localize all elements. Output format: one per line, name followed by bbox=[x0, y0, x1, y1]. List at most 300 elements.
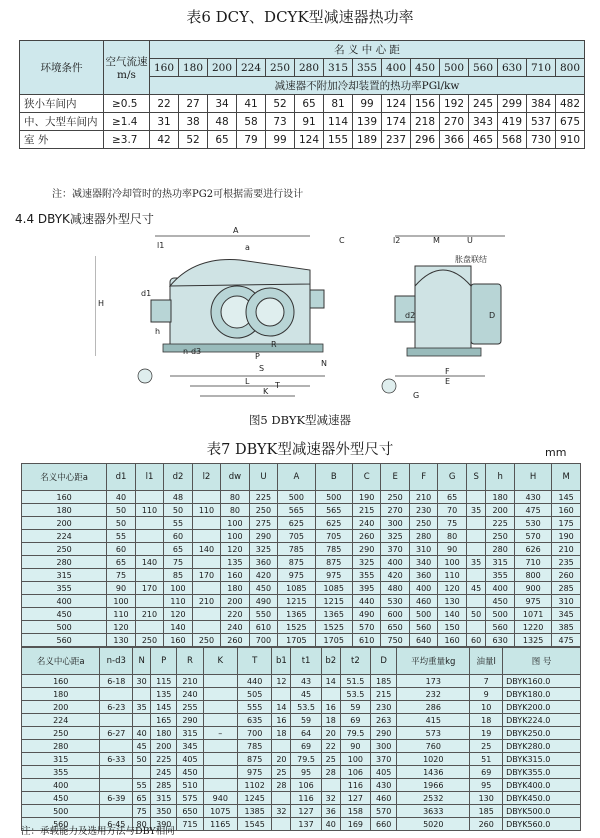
table-cell: 200 bbox=[221, 595, 249, 608]
table-cell: 137 bbox=[291, 818, 321, 831]
power-cell: 139 bbox=[353, 113, 382, 131]
center-distance: 400 bbox=[382, 59, 411, 77]
table-cell: 35 bbox=[133, 701, 151, 714]
power-cell: 48 bbox=[208, 113, 237, 131]
table-row bbox=[22, 740, 581, 753]
table-row bbox=[22, 582, 581, 595]
table-cell: 6-33 bbox=[100, 753, 133, 766]
table-cell: 610 bbox=[352, 634, 380, 647]
table-cell: 286 bbox=[397, 701, 470, 714]
power-cell: 245 bbox=[469, 95, 498, 113]
table-cell: 440 bbox=[237, 675, 271, 688]
table-row bbox=[20, 131, 585, 149]
dimension-table-part2 bbox=[21, 647, 581, 831]
table-cell bbox=[135, 491, 163, 504]
reducer-drawing bbox=[95, 226, 515, 412]
power-cell: 65 bbox=[208, 131, 237, 149]
power-cell: 22 bbox=[150, 95, 179, 113]
power-cell: 52 bbox=[266, 95, 295, 113]
table-cell: 135 bbox=[221, 556, 249, 569]
drawing-number: DBYK160.0 bbox=[503, 675, 581, 688]
table-cell: 20 bbox=[321, 727, 340, 740]
drawing-number: DBYK200.0 bbox=[503, 701, 581, 714]
table-cell bbox=[203, 779, 237, 792]
table-cell: 90 bbox=[438, 543, 466, 556]
table-cell bbox=[135, 595, 163, 608]
table-cell: 55 bbox=[164, 517, 192, 530]
dimension-label: R bbox=[271, 340, 277, 349]
column-header: 图 号 bbox=[503, 648, 581, 675]
table-cell: 14 bbox=[272, 701, 291, 714]
drawing-number: DBYK315.0 bbox=[503, 753, 581, 766]
table-cell: 1085 bbox=[315, 582, 352, 595]
table-cell: 325 bbox=[381, 530, 409, 543]
table-cell: 110 bbox=[107, 608, 135, 621]
table-cell: 160 bbox=[221, 569, 249, 582]
table-row bbox=[22, 621, 581, 634]
table-cell bbox=[466, 543, 486, 556]
column-header: E bbox=[381, 464, 409, 491]
thermal-power-table bbox=[19, 40, 585, 149]
table-cell: 640 bbox=[409, 634, 437, 647]
table-cell: 6-18 bbox=[100, 675, 133, 688]
table-row bbox=[22, 491, 581, 504]
dimension-label: l1 bbox=[157, 241, 165, 250]
table-cell: 55 bbox=[107, 530, 135, 543]
table-cell: 570 bbox=[514, 530, 551, 543]
table-cell: 40 bbox=[321, 818, 340, 831]
table-cell: 705 bbox=[278, 530, 315, 543]
table-cell: 400 bbox=[381, 556, 409, 569]
column-header: h bbox=[486, 464, 514, 491]
table-cell: 500 bbox=[486, 608, 514, 621]
table-cell: 240 bbox=[177, 688, 203, 701]
table-cell: 550 bbox=[249, 608, 277, 621]
table-cell bbox=[272, 792, 291, 805]
table-cell bbox=[466, 595, 486, 608]
table-row bbox=[22, 701, 581, 714]
power-cell: 675 bbox=[556, 113, 585, 131]
table-cell: 120 bbox=[107, 621, 135, 634]
table-cell: 560 bbox=[22, 634, 107, 647]
table-cell: 220 bbox=[221, 608, 249, 621]
drawing-number: DBYK560.0 bbox=[503, 818, 581, 831]
dimension-label: C bbox=[339, 236, 345, 245]
table-cell: 85 bbox=[164, 569, 192, 582]
coupling-label: 胀盘联结 bbox=[455, 255, 487, 264]
power-cell: 465 bbox=[469, 131, 498, 149]
power-cell: 65 bbox=[295, 95, 324, 113]
table-cell: 1365 bbox=[315, 608, 352, 621]
power-cell: 124 bbox=[295, 131, 324, 149]
center-distance: 710 bbox=[527, 59, 556, 77]
table-cell: 210 bbox=[135, 608, 163, 621]
column-header: S bbox=[466, 464, 486, 491]
drawing-number: DBYK250.0 bbox=[503, 727, 581, 740]
table-cell: 260 bbox=[352, 530, 380, 543]
table-cell: 150 bbox=[438, 621, 466, 634]
table-cell: 100 bbox=[221, 530, 249, 543]
table-cell: 1220 bbox=[514, 621, 551, 634]
table-cell: 975 bbox=[315, 569, 352, 582]
power-cell: 114 bbox=[324, 113, 353, 131]
center-distance: 180 bbox=[179, 59, 208, 77]
table-cell: 215 bbox=[371, 688, 397, 701]
table-cell: 400 bbox=[409, 582, 437, 595]
table-cell: 1085 bbox=[278, 582, 315, 595]
power-cell: 366 bbox=[440, 131, 469, 149]
table-cell: 79.5 bbox=[291, 753, 321, 766]
table-cell: 360 bbox=[409, 569, 437, 582]
table-cell: 1245 bbox=[237, 792, 271, 805]
table-cell: 325 bbox=[352, 556, 380, 569]
table-cell: 50 bbox=[466, 608, 486, 621]
table-cell: 145 bbox=[151, 701, 177, 714]
center-distance: 250 bbox=[266, 59, 295, 77]
table-cell: 290 bbox=[352, 543, 380, 556]
column-header: b2 bbox=[321, 648, 340, 675]
table-cell: 600 bbox=[381, 608, 409, 621]
table-cell: 130 bbox=[438, 595, 466, 608]
center-distance: 630 bbox=[498, 59, 527, 77]
table-cell: 280 bbox=[409, 530, 437, 543]
table-cell: 18 bbox=[470, 714, 503, 727]
table-cell bbox=[133, 714, 151, 727]
table-cell bbox=[100, 714, 133, 727]
table-cell: 475 bbox=[552, 634, 581, 647]
table-cell bbox=[203, 714, 237, 727]
table-cell: 75 bbox=[133, 805, 151, 818]
table-cell: 48 bbox=[164, 491, 192, 504]
dimension-label: K bbox=[263, 387, 269, 396]
table-cell: 100 bbox=[107, 595, 135, 608]
table-cell: 1436 bbox=[397, 766, 470, 779]
power-cell: 34 bbox=[208, 95, 237, 113]
table-cell bbox=[100, 688, 133, 701]
power-cell: 174 bbox=[382, 113, 411, 131]
table-cell: 65 bbox=[164, 543, 192, 556]
table-cell: 1365 bbox=[278, 608, 315, 621]
table-cell: 315 bbox=[22, 569, 107, 582]
power-cell: 419 bbox=[498, 113, 527, 131]
table-cell: 390 bbox=[151, 818, 177, 831]
table-cell: 160 bbox=[22, 491, 107, 504]
table-cell: 650 bbox=[381, 621, 409, 634]
table-cell: 785 bbox=[237, 740, 271, 753]
table-cell: 30 bbox=[133, 675, 151, 688]
table-cell: 1075 bbox=[203, 805, 237, 818]
table-cell bbox=[272, 688, 291, 701]
table-cell bbox=[272, 740, 291, 753]
table-cell bbox=[466, 569, 486, 582]
table-cell: 6-45 bbox=[100, 818, 133, 831]
table-cell: 500 bbox=[409, 608, 437, 621]
table-cell: 50 bbox=[107, 517, 135, 530]
table-cell: 64 bbox=[291, 727, 321, 740]
table-cell: 565 bbox=[315, 504, 352, 517]
table-cell: 100 bbox=[340, 753, 370, 766]
table-cell: 325 bbox=[249, 543, 277, 556]
power-cell: 192 bbox=[440, 95, 469, 113]
power-cell: 155 bbox=[324, 131, 353, 149]
table-cell: 200 bbox=[22, 701, 100, 714]
table7-unit: mm bbox=[545, 446, 567, 459]
table-cell: 490 bbox=[352, 608, 380, 621]
power-cell: 58 bbox=[237, 113, 266, 131]
table-cell: 500 bbox=[278, 491, 315, 504]
power-cell: 81 bbox=[324, 95, 353, 113]
table-cell: 2532 bbox=[397, 792, 470, 805]
table-cell: 69 bbox=[470, 766, 503, 779]
center-distance: 800 bbox=[556, 59, 585, 77]
center-distance-header: 名 义 中 心 距 bbox=[150, 41, 585, 59]
table-cell: 90 bbox=[340, 740, 370, 753]
table-cell: 230 bbox=[409, 504, 437, 517]
table-cell: 130 bbox=[470, 792, 503, 805]
table-cell: 560 bbox=[22, 818, 100, 831]
table-cell: 169 bbox=[340, 818, 370, 831]
table-cell: 290 bbox=[177, 714, 203, 727]
table-cell: 79.5 bbox=[340, 727, 370, 740]
column-header: K bbox=[203, 648, 237, 675]
table-cell: 116 bbox=[291, 792, 321, 805]
table-cell: 625 bbox=[315, 517, 352, 530]
table-cell: 355 bbox=[486, 569, 514, 582]
center-distance: 560 bbox=[469, 59, 498, 77]
power-cell: 91 bbox=[295, 113, 324, 131]
table-cell: 6-39 bbox=[100, 792, 133, 805]
table-cell: 875 bbox=[237, 753, 271, 766]
power-cell: 189 bbox=[353, 131, 382, 149]
table-cell: 415 bbox=[397, 714, 470, 727]
table-cell: 530 bbox=[514, 517, 551, 530]
table-cell: 280 bbox=[486, 543, 514, 556]
airflow-cell: ≥1.4 bbox=[103, 113, 149, 131]
table-cell: 250 bbox=[22, 727, 100, 740]
table-cell: 232 bbox=[397, 688, 470, 701]
center-distance: 355 bbox=[353, 59, 382, 77]
table-cell: 14 bbox=[321, 675, 340, 688]
table-row bbox=[22, 569, 581, 582]
table-cell bbox=[192, 556, 220, 569]
table-cell: 1020 bbox=[397, 753, 470, 766]
table-cell: 570 bbox=[352, 621, 380, 634]
dimension-label: L bbox=[245, 377, 250, 386]
table-cell: 25 bbox=[321, 753, 340, 766]
power-cell: 296 bbox=[411, 131, 440, 149]
column-header: B bbox=[315, 464, 352, 491]
table-row bbox=[22, 675, 581, 688]
table-cell bbox=[466, 530, 486, 543]
dimension-label: H bbox=[98, 299, 105, 308]
dimension-label: T bbox=[275, 381, 280, 390]
table-cell: 45 bbox=[466, 582, 486, 595]
table-cell: 200 bbox=[22, 517, 107, 530]
table-cell: 1071 bbox=[514, 608, 551, 621]
table-cell: 480 bbox=[381, 582, 409, 595]
table-cell: 224 bbox=[22, 714, 100, 727]
table-cell: 6-23 bbox=[100, 701, 133, 714]
table-cell bbox=[203, 740, 237, 753]
table-cell: 40 bbox=[107, 491, 135, 504]
table-cell: 710 bbox=[514, 556, 551, 569]
table-cell: 310 bbox=[552, 595, 581, 608]
table-cell: 65 bbox=[438, 491, 466, 504]
table-cell: 215 bbox=[352, 504, 380, 517]
table-cell bbox=[321, 779, 340, 792]
dimension-label: N bbox=[321, 359, 327, 368]
column-header: l1 bbox=[135, 464, 163, 491]
table-cell: 25 bbox=[470, 740, 503, 753]
column-header: 名义中心距a bbox=[22, 464, 107, 491]
column-header: n-d3 bbox=[100, 648, 133, 675]
table-cell: 345 bbox=[552, 608, 581, 621]
table-cell bbox=[192, 608, 220, 621]
table-row bbox=[22, 634, 581, 647]
table-cell: 160 bbox=[164, 634, 192, 647]
table-cell: 300 bbox=[371, 740, 397, 753]
column-header: l2 bbox=[192, 464, 220, 491]
table-cell: 405 bbox=[177, 753, 203, 766]
power-cell: 41 bbox=[237, 95, 266, 113]
table-row bbox=[22, 504, 581, 517]
table-cell: 900 bbox=[514, 582, 551, 595]
table-cell bbox=[135, 530, 163, 543]
table-cell: 230 bbox=[371, 701, 397, 714]
table-cell: 1545 bbox=[237, 818, 271, 831]
table-cell: 570 bbox=[371, 805, 397, 818]
table-cell: 100 bbox=[221, 517, 249, 530]
center-distance: 200 bbox=[208, 59, 237, 77]
table-cell: 345 bbox=[177, 740, 203, 753]
power-cell: 99 bbox=[353, 95, 382, 113]
table-cell: 285 bbox=[151, 779, 177, 792]
table-cell: 1966 bbox=[397, 779, 470, 792]
power-cell: 124 bbox=[382, 95, 411, 113]
power-cell: 31 bbox=[150, 113, 179, 131]
table-cell bbox=[135, 517, 163, 530]
column-header: C bbox=[352, 464, 380, 491]
table-cell: 1165 bbox=[203, 818, 237, 831]
table-cell bbox=[203, 688, 237, 701]
column-header: 油量l bbox=[470, 648, 503, 675]
table-cell: 60 bbox=[107, 543, 135, 556]
table-cell: 510 bbox=[177, 779, 203, 792]
table-cell: 500 bbox=[315, 491, 352, 504]
power-cell: 38 bbox=[179, 113, 208, 131]
table-cell: 210 bbox=[192, 595, 220, 608]
table-cell: 260 bbox=[221, 634, 249, 647]
table-cell: 370 bbox=[371, 753, 397, 766]
table-cell: 32 bbox=[272, 805, 291, 818]
power-cell: 42 bbox=[150, 131, 179, 149]
drawing-number: DBYK500.0 bbox=[503, 805, 581, 818]
table-row bbox=[22, 556, 581, 569]
table-cell: 355 bbox=[22, 766, 100, 779]
table-cell: 280 bbox=[22, 740, 100, 753]
table-cell bbox=[466, 491, 486, 504]
table-cell: 190 bbox=[552, 530, 581, 543]
power-cell: 237 bbox=[382, 131, 411, 149]
table-cell: 700 bbox=[249, 634, 277, 647]
center-distance: 450 bbox=[411, 59, 440, 77]
table-cell: 460 bbox=[409, 595, 437, 608]
dimension-label: S bbox=[259, 364, 265, 373]
table-cell: 340 bbox=[409, 556, 437, 569]
table-cell: 560 bbox=[409, 621, 437, 634]
table-cell bbox=[203, 701, 237, 714]
table-cell bbox=[100, 779, 133, 792]
table-cell: 280 bbox=[22, 556, 107, 569]
table-cell: 460 bbox=[371, 792, 397, 805]
table-cell: 35 bbox=[466, 556, 486, 569]
dimension-label: D bbox=[489, 311, 496, 320]
table-row bbox=[22, 779, 581, 792]
front-view bbox=[95, 236, 325, 396]
table-cell bbox=[135, 621, 163, 634]
table-cell: 500 bbox=[22, 621, 107, 634]
power-cell: 537 bbox=[527, 113, 556, 131]
table-cell: 1385 bbox=[237, 805, 271, 818]
table-cell: 51 bbox=[470, 753, 503, 766]
table-cell: 255 bbox=[177, 701, 203, 714]
dimension-label: l2 bbox=[393, 236, 401, 245]
table-cell: 250 bbox=[249, 504, 277, 517]
table-cell: 1325 bbox=[514, 634, 551, 647]
table-cell: 315 bbox=[22, 753, 100, 766]
table-cell: 875 bbox=[315, 556, 352, 569]
table-cell: 170 bbox=[192, 569, 220, 582]
dimension-label: P bbox=[255, 352, 260, 361]
dimension-label: G bbox=[413, 391, 420, 400]
table-cell: 110 bbox=[164, 595, 192, 608]
table-cell: 490 bbox=[249, 595, 277, 608]
table-cell bbox=[466, 517, 486, 530]
table-cell: 80 bbox=[221, 504, 249, 517]
table6-title: 表6 DCY、DCYK型减速器热功率 bbox=[186, 8, 414, 26]
table-cell bbox=[100, 766, 133, 779]
table-cell: 90 bbox=[107, 582, 135, 595]
table-cell: 16 bbox=[321, 701, 340, 714]
table-row bbox=[22, 805, 581, 818]
table-row bbox=[22, 543, 581, 556]
table-cell: 450 bbox=[177, 766, 203, 779]
table-cell: 250 bbox=[135, 634, 163, 647]
table-cell: 12 bbox=[272, 675, 291, 688]
table-cell: 180 bbox=[22, 688, 100, 701]
column-header: N bbox=[133, 648, 151, 675]
table-cell: 120 bbox=[438, 582, 466, 595]
table-cell: 875 bbox=[278, 556, 315, 569]
table-cell: 560 bbox=[486, 621, 514, 634]
table-cell: 53.5 bbox=[340, 688, 370, 701]
column-header: 名义中心距a bbox=[22, 648, 100, 675]
table-cell: 245 bbox=[151, 766, 177, 779]
dimension-label: n-d3 bbox=[183, 347, 202, 356]
table-cell: 530 bbox=[381, 595, 409, 608]
figure-caption: 图5 DBYK型减速器 bbox=[248, 413, 352, 427]
power-cell: 910 bbox=[556, 131, 585, 149]
column-header: 平均重量kg bbox=[397, 648, 470, 675]
table-cell: 173 bbox=[397, 675, 470, 688]
table-cell: 260 bbox=[552, 569, 581, 582]
table-cell: 300 bbox=[381, 517, 409, 530]
table-cell: 1705 bbox=[278, 634, 315, 647]
table-cell: 190 bbox=[352, 491, 380, 504]
table-cell: 45 bbox=[133, 740, 151, 753]
table-cell: 10 bbox=[470, 701, 503, 714]
table-cell: 290 bbox=[249, 530, 277, 543]
